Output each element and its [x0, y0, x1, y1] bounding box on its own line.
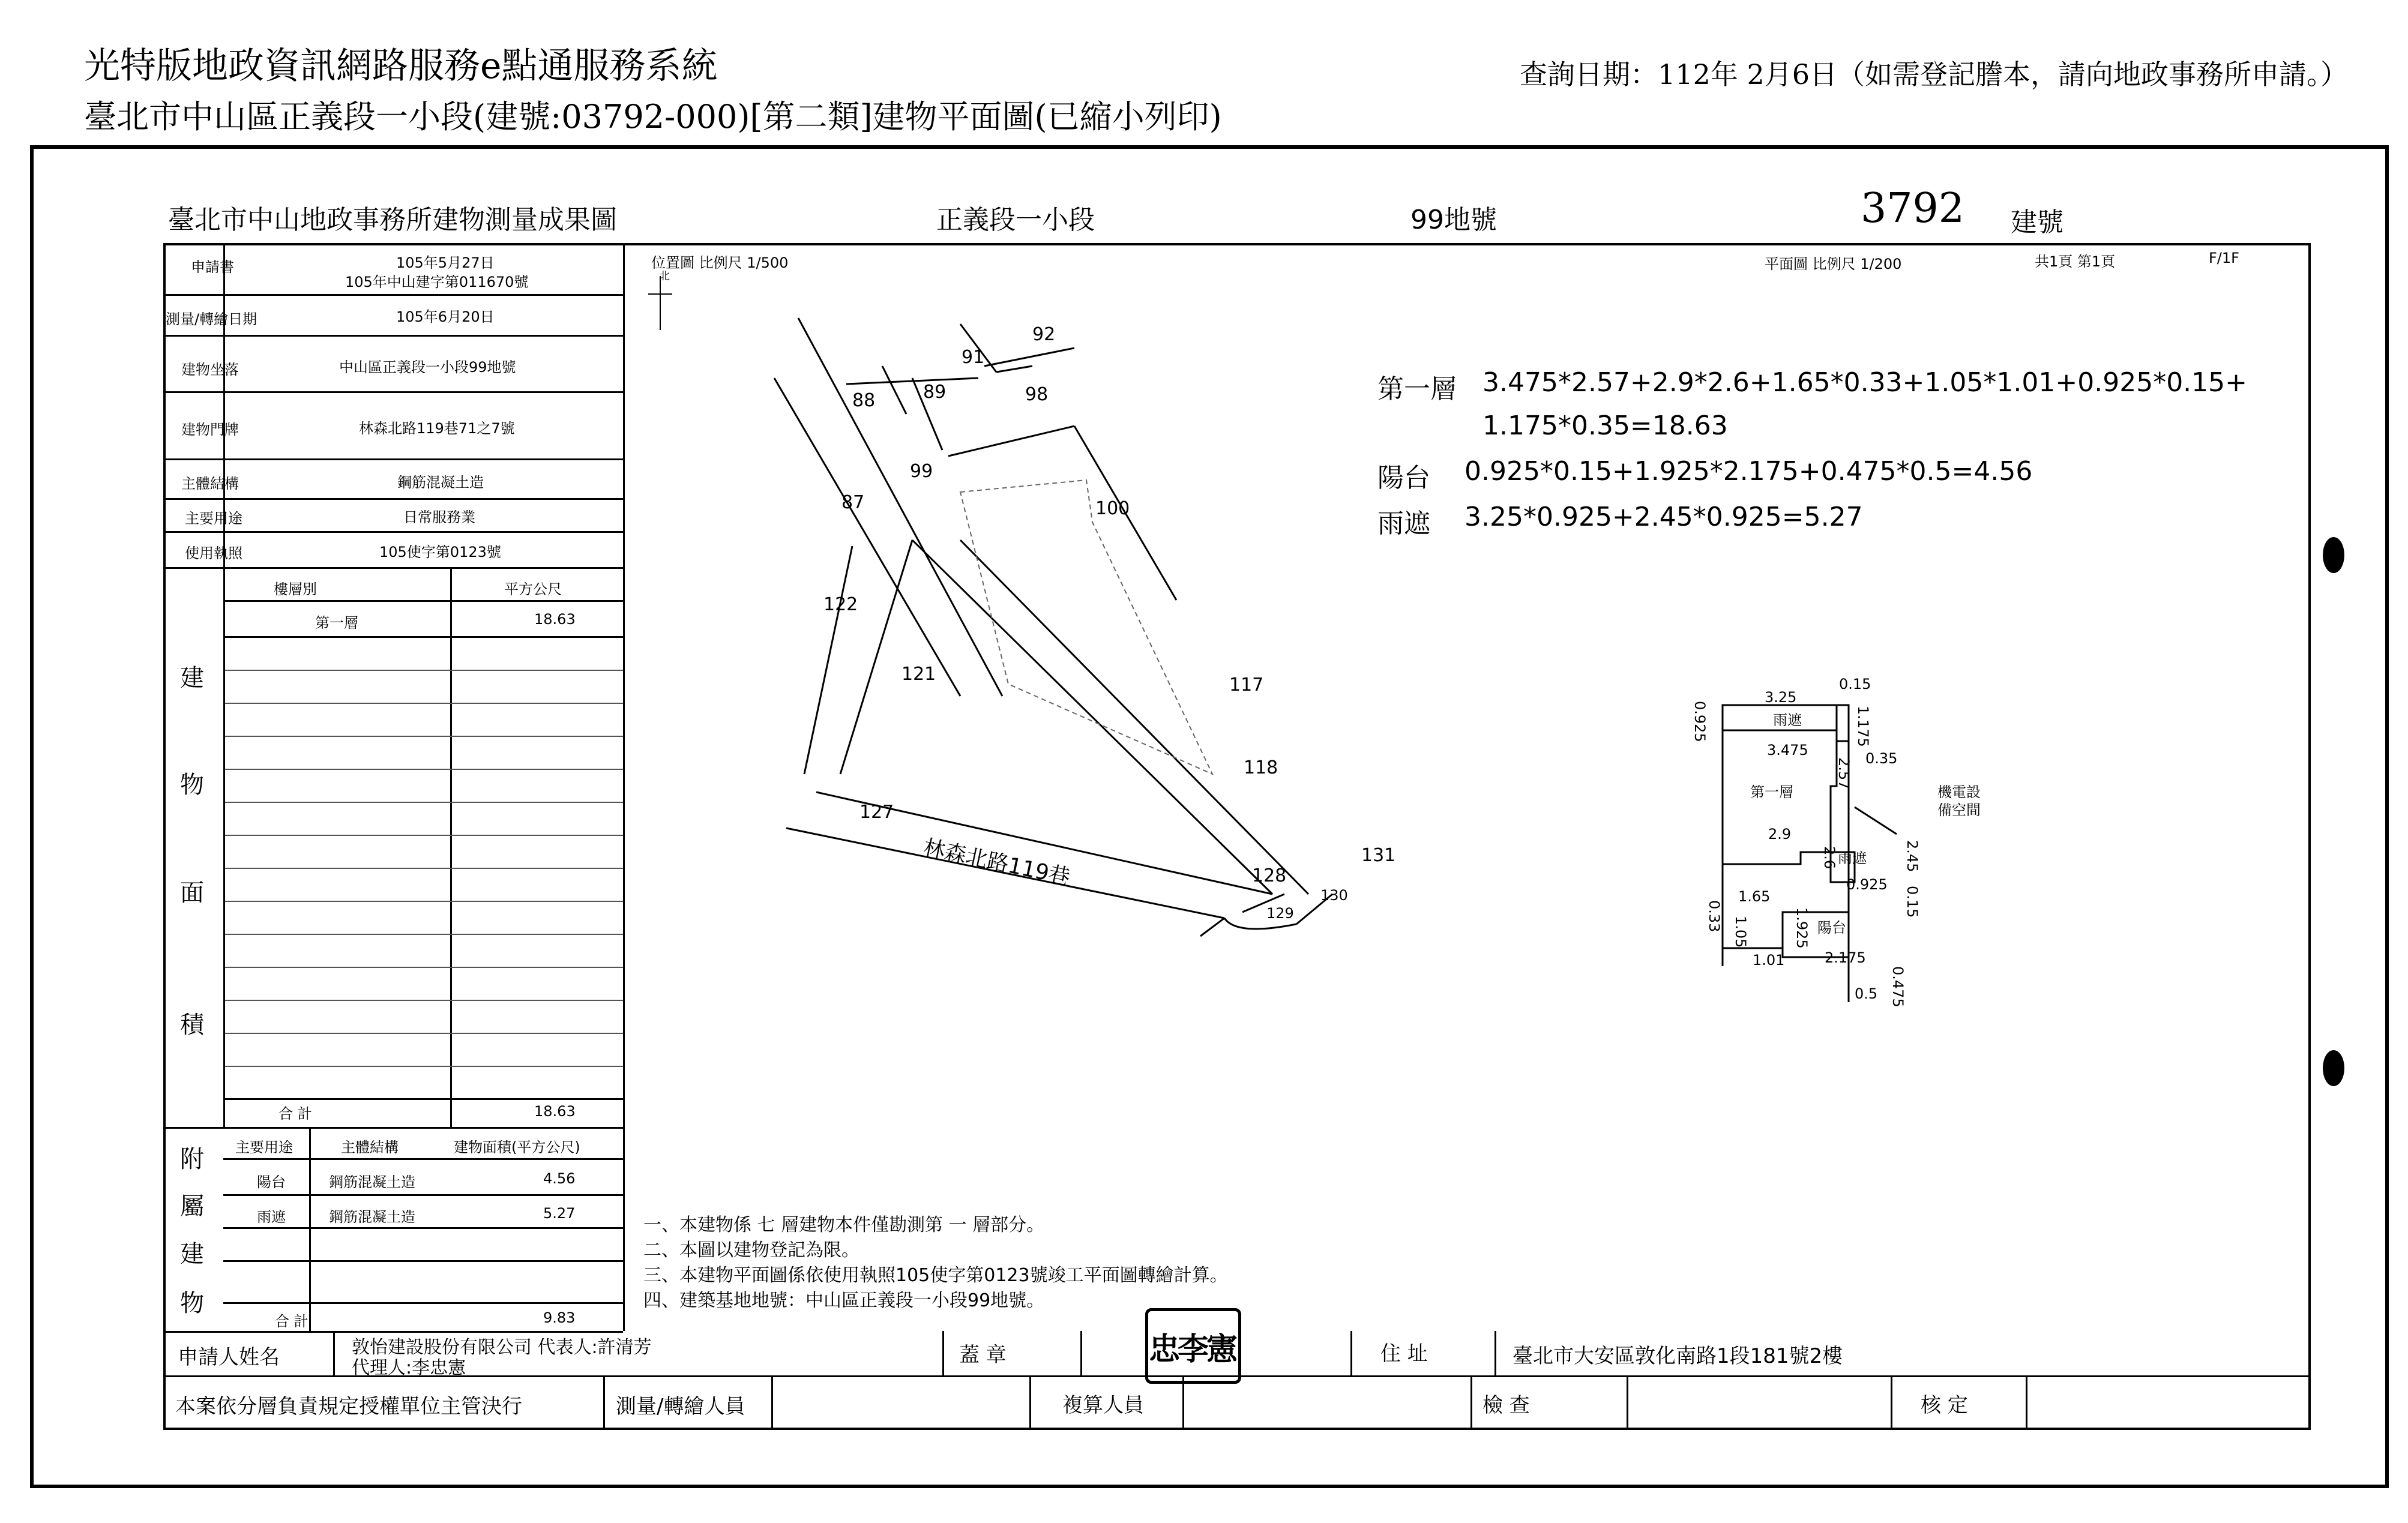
formula-floor1-label: 第一層: [1377, 374, 1457, 404]
row-value-structure: 鋼筋混凝土造: [397, 474, 484, 491]
annex-row-area: 5.27: [543, 1205, 576, 1222]
row-label-survey-date: 測量/轉繪日期: [166, 311, 257, 328]
plan-dim: 0.5: [1855, 985, 1878, 1002]
lot-label: 88: [852, 390, 876, 411]
plan-dim: 2.57: [1835, 757, 1852, 790]
page-count: 共1頁 第1頁: [2035, 253, 2116, 270]
plan-dim: 0.15: [1904, 886, 1921, 918]
area-total-label: 合 計: [278, 1105, 312, 1122]
annex-row-structure: 鋼筋混凝土造: [329, 1174, 415, 1191]
plan-dim: 3.25: [1765, 689, 1797, 706]
annex-total-label: 合 計: [275, 1313, 309, 1330]
area-col-floor: 樓層別: [274, 581, 317, 598]
annex-vlabel-2: 屬: [180, 1192, 204, 1220]
building-number: 3792: [1861, 185, 1965, 232]
note-4: 四、建築基地地號：中山區正義段一小段99地號。: [643, 1290, 1045, 1311]
annex-col-structure: 主體結構: [341, 1139, 399, 1156]
plan-dim: 1.05: [1732, 916, 1749, 948]
plan-dim: 2.9: [1768, 826, 1792, 843]
area-total-value: 18.63: [534, 1103, 576, 1120]
query-date: 查詢日期：112年 2月6日（如需登記謄本，請向地政事務所申請。）: [1520, 58, 2348, 91]
annex-vlabel-3: 建: [180, 1240, 204, 1268]
plan-dim: 2.45: [1904, 840, 1921, 873]
plan-dim: 0.35: [1865, 750, 1898, 767]
area-vlabel-4: 積: [180, 1011, 204, 1039]
lot-label: 122: [823, 594, 858, 615]
plan-label-canopy2: 雨遮: [1838, 850, 1867, 867]
plan-dim: 1.65: [1738, 888, 1771, 905]
formula-balcony: 0.925*0.15+1.925*2.175+0.475*0.5=4.56: [1464, 456, 2033, 487]
office-title: 臺北市中山地政事務所建物測量成果圖: [168, 205, 617, 235]
formula-canopy-label: 雨遮: [1377, 508, 1430, 539]
annex-row-use: 雨遮: [257, 1209, 286, 1225]
plan-dim: 1.925: [1793, 907, 1810, 949]
plan-dim: 0.475: [1889, 966, 1906, 1008]
page-subtitle: 臺北市中山區正義段一小段(建號:03792-000)[第二類]建物平面圖(已縮小列印): [84, 98, 1222, 136]
formula-floor1-line1: 3.475*2.57+2.9*2.6+1.65*0.33+1.05*1.01+0.925*0.15+: [1482, 367, 2248, 398]
annex-col-use: 主要用途: [235, 1139, 293, 1156]
note-3: 三、本建物平面圖係依使用執照105使字第0123號竣工平面圖轉繪計算。: [643, 1265, 1228, 1286]
page-title: 光特版地政資訊網路服務e點通服務系統: [84, 45, 718, 87]
area-vlabel-2: 物: [180, 771, 204, 799]
location-scale: 位置圖 比例尺 1/500: [651, 254, 789, 271]
inspect-label: 檢 查: [1482, 1393, 1530, 1417]
lot-label: 99: [910, 461, 933, 482]
row-label-address: 建物門牌: [181, 421, 239, 438]
plan-label-equipment-1: 機電設: [1937, 784, 1981, 801]
lot-label: 91: [962, 347, 985, 368]
floor-code: F/1F: [2209, 250, 2239, 266]
plan-dim: 0.33: [1706, 900, 1723, 933]
plan-label-canopy: 雨遮: [1773, 712, 1802, 728]
formula-balcony-label: 陽台: [1377, 463, 1430, 493]
road-label: 林森北路119巷: [921, 835, 1073, 891]
lot-label: 100: [1095, 498, 1130, 519]
annex-vlabel-1: 附: [180, 1146, 204, 1173]
row-label-application: 申請書: [191, 259, 234, 275]
plan-label-equipment-2: 備空間: [1937, 802, 1981, 819]
lot-number: 99地號: [1410, 205, 1497, 235]
authority-note: 本案依分層負責規定授權單位主管決行: [175, 1395, 522, 1419]
lot-label: 92: [1032, 324, 1056, 345]
area-grid-lines: [225, 638, 623, 1098]
checker-label: 複算人員: [1062, 1393, 1144, 1417]
area-vlabel-3: 面: [180, 879, 204, 907]
row-value-usage: 日常服務業: [403, 509, 475, 526]
floor-plan: [1705, 684, 2041, 1032]
plan-label-floor1: 第一層: [1750, 784, 1793, 801]
north-marker: 北: [659, 270, 670, 283]
lot-label: 89: [923, 382, 947, 403]
annex-vlabel-4: 物: [180, 1290, 204, 1317]
plan-label-balcony: 陽台: [1817, 919, 1846, 936]
seal-label: 蓋 章: [959, 1343, 1007, 1367]
plan-dim: 2.6: [1821, 846, 1838, 870]
lot-label: 98: [1025, 384, 1049, 405]
lot-label: 128: [1252, 865, 1287, 886]
lot-label: 121: [901, 664, 936, 685]
section-name: 正義段一小段: [936, 205, 1095, 235]
note-2: 二、本圖以建物登記為限。: [643, 1240, 859, 1261]
formula-canopy: 3.25*0.925+2.45*0.925=5.27: [1464, 502, 1863, 532]
plan-dim: 1.01: [1753, 952, 1785, 969]
seal-text: 忠李憲: [1149, 1331, 1236, 1368]
address-label: 住 址: [1380, 1342, 1428, 1366]
row-value-permit: 105使字第0123號: [379, 544, 501, 560]
applicant-line-1: 敦怡建設股份有限公司 代表人:許清芳: [352, 1337, 652, 1358]
row-label-usage: 主要用途: [185, 510, 242, 527]
annex-total-value: 9.83: [543, 1309, 576, 1326]
row-value-application-date: 105年5月27日: [396, 254, 495, 271]
plan-dim: 0.15: [1839, 676, 1871, 692]
annex-row-structure: 鋼筋混凝土造: [329, 1209, 415, 1225]
area-floor-name: 第一層: [315, 614, 358, 631]
lot-label: 87: [841, 492, 865, 513]
surveyor-label: 測量/轉繪人員: [616, 1395, 745, 1419]
area-floor-value: 18.63: [534, 611, 576, 628]
row-value-location: 中山區正義段一小段99地號: [339, 359, 516, 376]
applicant-label: 申請人姓名: [178, 1345, 280, 1369]
address-value: 臺北市大安區敦化南路1段181號2樓: [1513, 1344, 1843, 1368]
annex-col-area: 建物面積(平方公尺): [454, 1139, 580, 1156]
binder-hole-icon: [2323, 1050, 2344, 1086]
note-1: 一、本建物係 七 層建物本件僅勘測第 一 層部分。: [643, 1215, 1045, 1236]
row-value-address: 林森北路119巷71之7號: [359, 420, 515, 437]
annex-row-area: 4.56: [543, 1170, 576, 1187]
annex-row-use: 陽台: [257, 1174, 286, 1191]
plan-dim: 3.475: [1767, 742, 1808, 758]
verify-label: 核 定: [1921, 1393, 1968, 1417]
lot-label: 129: [1266, 905, 1294, 922]
lot-label: 131: [1361, 845, 1396, 866]
lot-label: 130: [1320, 887, 1348, 904]
plan-dim: 0.925: [1691, 701, 1708, 742]
lot-label: 118: [1244, 757, 1278, 778]
lot-label: 127: [859, 802, 894, 823]
plan-dim: 1.175: [1855, 706, 1871, 747]
applicant-line-2: 代理人:李忠憲: [352, 1357, 466, 1378]
plan-scale: 平面圖 比例尺 1/200: [1765, 256, 1902, 272]
plan-dim: 2.175: [1825, 949, 1866, 966]
formula-floor1-line2: 1.175*0.35=18.63: [1482, 410, 1728, 441]
row-label-location: 建物坐落: [181, 361, 239, 378]
row-value-application-no: 105年中山建字第011670號: [345, 274, 529, 290]
plan-dim: 0.925: [1846, 876, 1888, 893]
area-col-unit: 平方公尺: [504, 581, 562, 598]
row-value-survey-date: 105年6月20日: [396, 308, 495, 325]
lot-label: 117: [1229, 674, 1264, 695]
row-label-structure: 主體結構: [181, 475, 239, 492]
building-suffix: 建號: [2011, 207, 2063, 238]
row-label-permit: 使用執照: [185, 545, 242, 562]
area-vlabel-1: 建: [180, 664, 204, 692]
binder-hole-icon: [2323, 537, 2344, 573]
